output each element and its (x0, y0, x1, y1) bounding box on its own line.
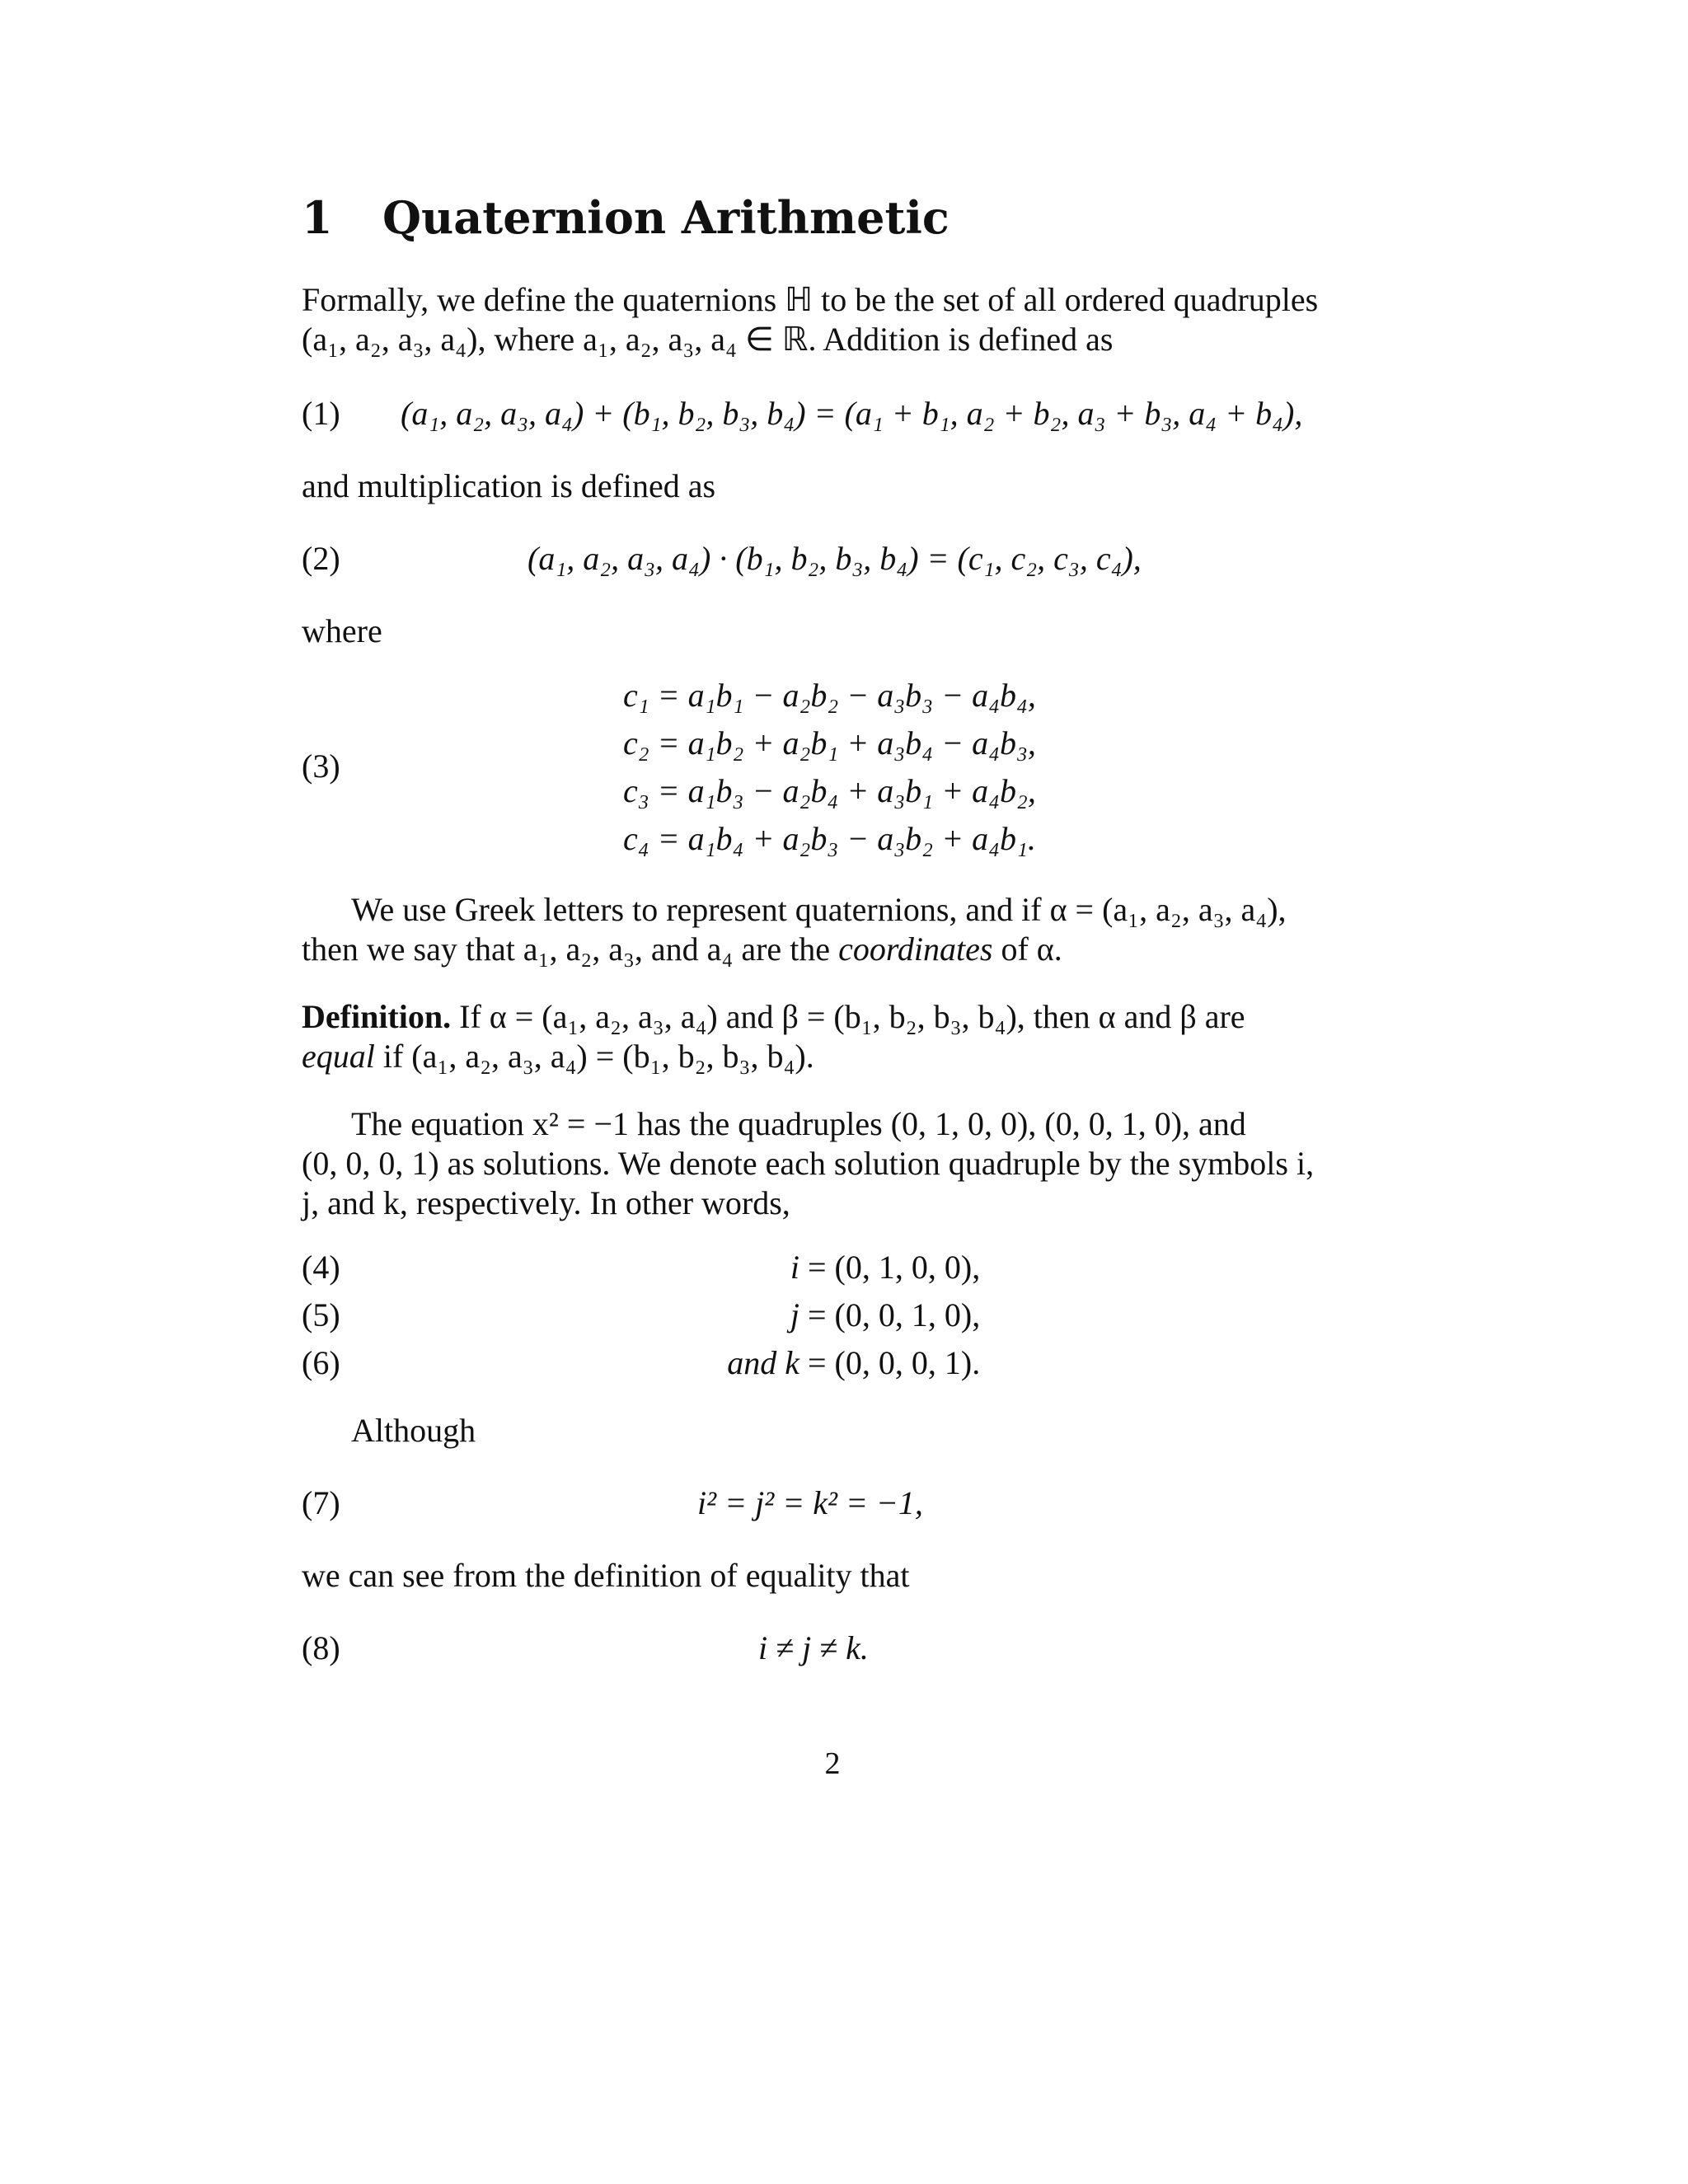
equation-8-number: (8) (302, 1629, 340, 1666)
section-number: 1 (302, 191, 333, 244)
equation-6-number: (6) (302, 1344, 340, 1381)
although-text: Although (351, 1412, 476, 1449)
equality-text: we can see from the definition of equality that (302, 1557, 910, 1594)
intro-paragraph-line1: Formally, we define the quaternions ℍ to be the set of all ordered quadruples (302, 281, 1319, 318)
equation-3-line3: c₃ = a₁b₃ − a₂b₄ + a₃b₁ + a₄b₂, (623, 772, 1036, 809)
equation-2: (a₁, a₂, a₃, a₄) · (b₁, b₂, b₃, b₄) = (c₁, c₂, c₃, c₄), (528, 540, 1142, 577)
equation-4-lhs: i (790, 1249, 799, 1286)
equation-4-number: (4) (302, 1249, 340, 1286)
equation-5-rhs: = (0, 0, 1, 0), (808, 1296, 981, 1333)
section-heading (302, 191, 950, 244)
equation-5-lhs: j (790, 1296, 799, 1333)
definition-label: Definition. (302, 998, 452, 1035)
equation-7: i² = j² = k² = −1, (697, 1484, 923, 1521)
definition-line1 (302, 997, 1365, 1037)
section-title: Quaternion Arithmetic (382, 191, 950, 244)
intro-paragraph-line2: (a₁, a₂, a₃, a₄), where a₁, a₂, a₃, a₄ ∈ ℝ. Addition is defined as (302, 321, 1114, 358)
coordinates-post: of α. (1001, 930, 1062, 968)
equation-solutions-line1: The equation x² = −1 has the quadruples (0, 1, 0, 0), (0, 0, 1, 0), and (351, 1105, 1246, 1142)
definition-line2 (302, 1037, 1365, 1076)
equation-3-line4: c₄ = a₁b₄ + a₂b₃ − a₃b₂ + a₄b₁. (623, 820, 1036, 857)
equation-3-number: (3) (302, 748, 340, 785)
equation-7-number: (7) (302, 1484, 340, 1521)
equation-8: i ≠ j ≠ k. (758, 1629, 869, 1666)
equation-6-lhs: and k (727, 1344, 799, 1381)
equation-1-number: (1) (302, 395, 340, 432)
equation-6-rhs: = (0, 0, 0, 1). (808, 1344, 981, 1381)
coordinates-pre: then we say that a₁, a₂, a₃, and a₄ are the (302, 930, 831, 968)
equation-solutions-line3: j, and k, respectively. In other words, (302, 1184, 790, 1221)
where-text: where (302, 612, 382, 649)
definition-text: If α = (a₁, a₂, a₃, a₄) and β = (b₁, b₂, b₃, b₄), then α and β are (459, 998, 1245, 1035)
equation-solutions-line2: (0, 0, 0, 1) as solutions. We denote each solution quadruple by the symbols i, (302, 1145, 1315, 1182)
equation-3-line2: c₂ = a₁b₂ + a₂b₁ + a₃b₄ − a₄b₃, (623, 724, 1036, 762)
equation-1: (a₁, a₂, a₃, a₄) + (b₁, b₂, b₃, b₄) = (a₁ + b₁, a₂ + b₂, a₃ + b₃, a₄ + b₄), (401, 395, 1303, 432)
equation-2-number: (2) (302, 540, 340, 577)
greek-letters-line2 (302, 930, 1365, 969)
coordinates-term: coordinates (838, 930, 993, 968)
equation-3-line1: c₁ = a₁b₁ − a₂b₂ − a₃b₃ − a₄b₄, (623, 677, 1036, 714)
equation-5-number: (5) (302, 1296, 340, 1333)
equal-term: equal (302, 1038, 375, 1075)
equation-4-rhs: = (0, 1, 0, 0), (808, 1249, 981, 1286)
greek-letters-line1: We use Greek letters to represent quaternions, and if α = (a₁, a₂, a₃, a₄), (351, 891, 1287, 928)
definition-text-2: if (a₁, a₂, a₃, a₄) = (b₁, b₂, b₃, b₄). (382, 1038, 814, 1075)
multiplication-text: and multiplication is defined as (302, 467, 716, 504)
page-number: 2 (824, 1746, 841, 1781)
